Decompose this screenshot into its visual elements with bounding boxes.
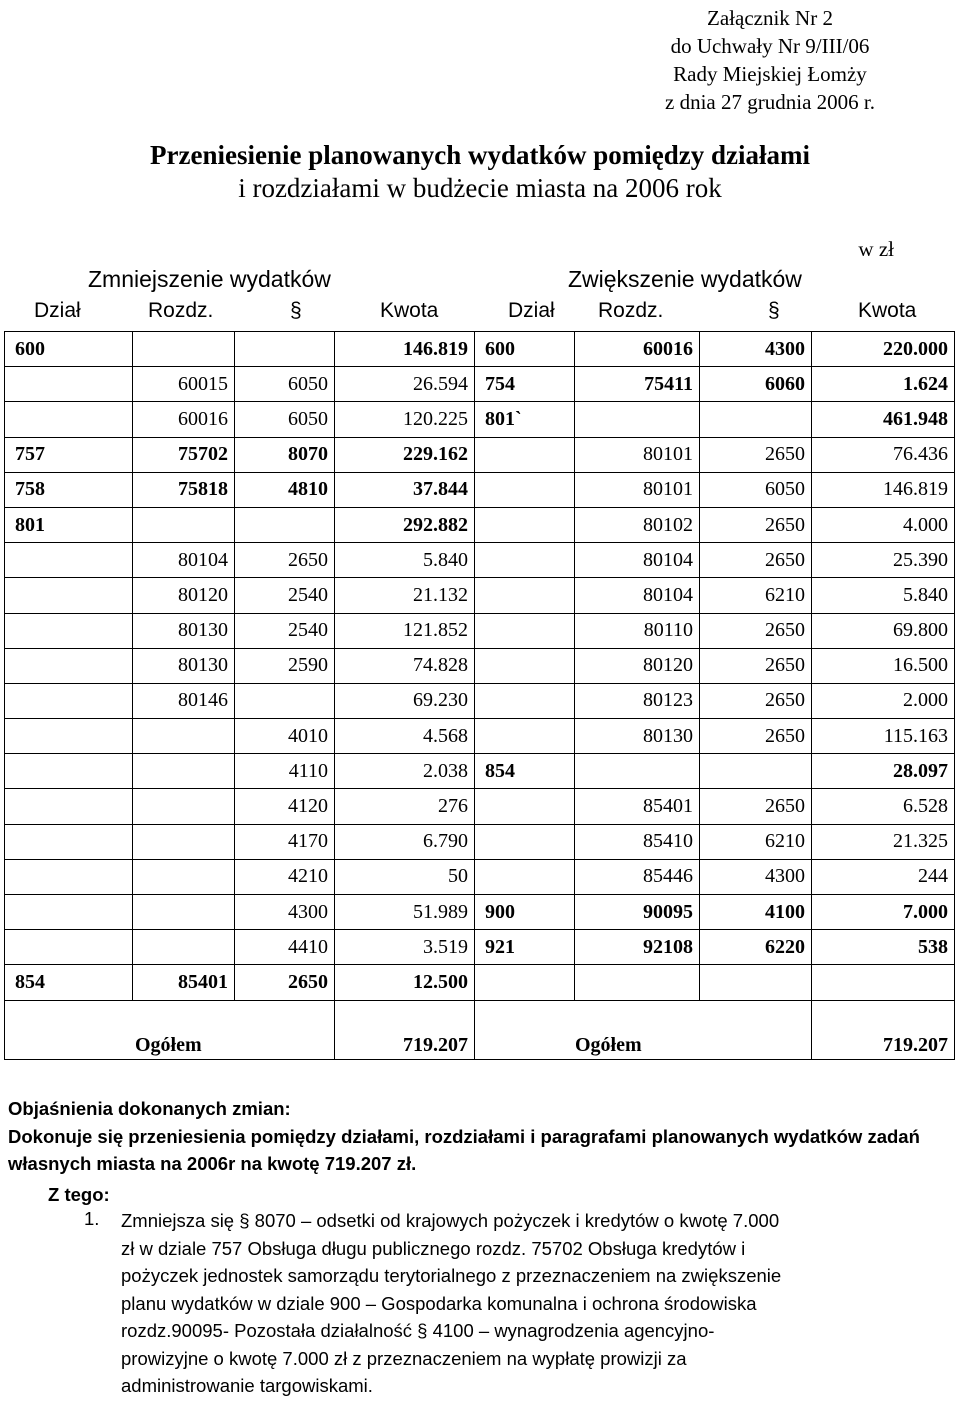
list-number: 1. [84, 1208, 100, 1229]
table-cell [133, 930, 235, 965]
item-line: rozdz.90095- Pozostała działalność § 4100 – wynagrodzenia agencyjno- [121, 1320, 715, 1341]
table-cell: 80130 [133, 648, 235, 683]
table-row [5, 719, 955, 754]
table-cell [5, 683, 133, 718]
table-cell: 85401 [133, 965, 235, 1000]
table-cell: 2650 [235, 965, 335, 1000]
table-cell [133, 859, 235, 894]
table-cell: 85446 [575, 859, 700, 894]
table-cell: 2650 [700, 789, 812, 824]
table-row [5, 437, 955, 472]
table-cell: 4210 [235, 859, 335, 894]
table-cell [133, 507, 235, 542]
table-cell: 3.519 [335, 930, 475, 965]
table-cell [700, 754, 812, 789]
item-line: zł w dziale 757 Obsługa długu publicznego rozdz. 75702 Obsługa kredytów i [121, 1237, 746, 1259]
table-cell: 28.097 [812, 754, 955, 789]
budget-table [4, 331, 955, 1060]
table-cell: 80101 [575, 472, 700, 507]
table-cell: 120.225 [335, 402, 475, 437]
header-line: do Uchwały Nr 9/III/06 [670, 34, 870, 58]
table-cell: 600 [5, 332, 133, 367]
table-cell: 4.568 [335, 719, 475, 754]
total-value-left: 719.207 [335, 1000, 475, 1059]
table-cell: 4100 [700, 895, 812, 930]
explanation-item [121, 1207, 951, 1400]
table-cell [235, 507, 335, 542]
table-row [5, 930, 955, 965]
table-cell: 276 [335, 789, 475, 824]
table-cell: 4.000 [812, 507, 955, 542]
item-line: administrowanie targowiskami. [121, 1375, 373, 1396]
table-cell [5, 895, 133, 930]
table-cell [5, 719, 133, 754]
table-cell [475, 824, 575, 859]
table-cell: 75818 [133, 472, 235, 507]
table-cell: 60016 [575, 332, 700, 367]
table-cell: 2.000 [812, 683, 955, 718]
table-cell: 16.500 [812, 648, 955, 683]
table-cell: 2650 [235, 543, 335, 578]
table-cell [475, 472, 575, 507]
table-cell: 2590 [235, 648, 335, 683]
table-cell [475, 965, 575, 1000]
table-cell: 4300 [700, 332, 812, 367]
table-cell [5, 824, 133, 859]
col-header-kwota: Kwota [380, 299, 439, 322]
table-row [5, 578, 955, 613]
decrease-group-header: Zmniejszenie wydatków [88, 266, 331, 292]
table-cell: 80104 [575, 543, 700, 578]
table-row [5, 332, 955, 367]
table-cell [133, 332, 235, 367]
table-cell [5, 648, 133, 683]
table-cell [475, 683, 575, 718]
table-row [5, 543, 955, 578]
table-cell: 6050 [235, 402, 335, 437]
table-cell: 538 [812, 930, 955, 965]
table-cell: 80146 [133, 683, 235, 718]
table-cell [475, 543, 575, 578]
table-cell: 60015 [133, 367, 235, 402]
table-cell: 75702 [133, 437, 235, 472]
table-cell: 461.948 [812, 402, 955, 437]
table-cell: 69.800 [812, 613, 955, 648]
table-cell: 80102 [575, 507, 700, 542]
table-cell: 74.828 [335, 648, 475, 683]
table-cell: 758 [5, 472, 133, 507]
table-cell: 80104 [133, 543, 235, 578]
table-cell: 6220 [700, 930, 812, 965]
table-cell: 121.852 [335, 613, 475, 648]
table-cell: 921 [475, 930, 575, 965]
table-row [5, 965, 955, 1000]
table-cell: 2650 [700, 683, 812, 718]
table-cell: 2650 [700, 437, 812, 472]
table-cell: 4810 [235, 472, 335, 507]
table-cell: 244 [812, 859, 955, 894]
table-cell: 4170 [235, 824, 335, 859]
item-line: prowizyjne o kwotę 7.000 zł z przeznaczeniem na wypłatę prowizji za [121, 1347, 687, 1369]
table-cell: 6210 [700, 824, 812, 859]
table-cell: 69.230 [335, 683, 475, 718]
table-cell: 6050 [700, 472, 812, 507]
total-label-left: Ogółem [5, 1000, 335, 1059]
table-cell [575, 754, 700, 789]
table-cell: 85410 [575, 824, 700, 859]
table-cell [475, 719, 575, 754]
table-cell: 146.819 [812, 472, 955, 507]
table-row [5, 648, 955, 683]
table-cell [133, 789, 235, 824]
table-cell: 6060 [700, 367, 812, 402]
table-cell [475, 578, 575, 613]
table-cell: 4110 [235, 754, 335, 789]
table-row [5, 683, 955, 718]
table-cell: 80110 [575, 613, 700, 648]
table-cell [133, 754, 235, 789]
table-cell [133, 895, 235, 930]
table-row [5, 402, 955, 437]
table-cell: 80120 [575, 648, 700, 683]
table-row [5, 859, 955, 894]
table-cell [235, 332, 335, 367]
table-cell: 25.390 [812, 543, 955, 578]
table-cell: 21.325 [812, 824, 955, 859]
table-row [5, 789, 955, 824]
explanation-intro: Dokonuje się przeniesienia pomiędzy działami, rozdziałami i paragrafami planowanych wydatków zadań własnych miasta na 2006r na kwotę 719.207 zł. [8, 1126, 920, 1174]
table-cell: 1.624 [812, 367, 955, 402]
table-cell: 146.819 [335, 332, 475, 367]
table-cell: 51.989 [335, 895, 475, 930]
table-cell: 754 [475, 367, 575, 402]
total-label-right: Ogółem [475, 1000, 812, 1059]
table-cell: 2650 [700, 507, 812, 542]
table-cell [475, 613, 575, 648]
table-cell: 2.038 [335, 754, 475, 789]
table-cell: 6.528 [812, 789, 955, 824]
table-cell: 6050 [235, 367, 335, 402]
table-cell: 26.594 [335, 367, 475, 402]
table-cell [5, 754, 133, 789]
table-cell: 854 [5, 965, 133, 1000]
table-cell [5, 367, 133, 402]
table-row [5, 472, 955, 507]
table-cell: 80104 [575, 578, 700, 613]
attachment-header [590, 4, 950, 116]
table-cell [5, 543, 133, 578]
table-cell: 854 [475, 754, 575, 789]
table-cell: 80120 [133, 578, 235, 613]
table-cell: 60016 [133, 402, 235, 437]
table-cell: 6.790 [335, 824, 475, 859]
table-cell [700, 965, 812, 1000]
table-cell [5, 789, 133, 824]
table-cell: 76.436 [812, 437, 955, 472]
table-cell: 75411 [575, 367, 700, 402]
table-cell: 4010 [235, 719, 335, 754]
table-cell: 757 [5, 437, 133, 472]
item-line: pożyczek jednostek samorządu terytorialnego z przeznaczeniem na zwiększenie [121, 1265, 782, 1286]
table-cell [700, 402, 812, 437]
table-cell [575, 402, 700, 437]
table-cell: 12.500 [335, 965, 475, 1000]
table-cell: 80130 [133, 613, 235, 648]
table-cell: 900 [475, 895, 575, 930]
table-cell [475, 789, 575, 824]
table-cell: 80130 [575, 719, 700, 754]
table-cell [5, 930, 133, 965]
table-row [5, 824, 955, 859]
col-header-dzial: Dział [34, 299, 81, 322]
col-header-dzial-2: Dział [508, 299, 555, 322]
col-header-rozdz-2: Rozdz. [598, 299, 664, 322]
table-row [5, 367, 955, 402]
table-cell [812, 965, 955, 1000]
table-cell: 4410 [235, 930, 335, 965]
table-cell: 801 [5, 507, 133, 542]
table-cell: 2540 [235, 613, 335, 648]
table-cell [5, 613, 133, 648]
col-header-paragraph: § [290, 299, 302, 322]
table-cell [5, 578, 133, 613]
table-cell: 4300 [235, 895, 335, 930]
increase-group-header: Zwiększenie wydatków [568, 266, 802, 292]
table-row [5, 895, 955, 930]
table-cell: 80101 [575, 437, 700, 472]
table-cell: 801` [475, 402, 575, 437]
table-cell [475, 507, 575, 542]
table-row [5, 507, 955, 542]
table-cell [575, 965, 700, 1000]
table-cell: 2650 [700, 613, 812, 648]
unit-label: w zł [858, 237, 894, 261]
total-value-right: 719.207 [812, 1000, 955, 1059]
col-header-paragraph-2: § [768, 299, 780, 322]
col-header-rozdz: Rozdz. [148, 299, 214, 322]
explanation-heading: Objaśnienia dokonanych zmian: [8, 1098, 291, 1119]
table-cell [133, 824, 235, 859]
table-cell: 220.000 [812, 332, 955, 367]
totals-row [5, 1000, 955, 1059]
table-cell: 2650 [700, 648, 812, 683]
table-cell: 8070 [235, 437, 335, 472]
table-row [5, 754, 955, 789]
col-header-kwota-2: Kwota [858, 299, 917, 322]
table-row [5, 613, 955, 648]
table-cell: 6210 [700, 578, 812, 613]
item-line: Zmniejsza się § 8070 – odsetki od krajowych pożyczek i kredytów o kwotę 7.000 [121, 1210, 780, 1231]
item-line: planu wydatków w dziale 900 – Gospodarka komunalna i ochrona środowiska [121, 1292, 757, 1314]
table-cell [475, 859, 575, 894]
page-title: Przeniesienie planowanych wydatków pomiędzy działami [150, 140, 810, 170]
page-subtitle: i rozdziałami w budżecie miasta na 2006 rok [238, 173, 722, 203]
table-cell: 37.844 [335, 472, 475, 507]
table-cell: 4300 [700, 859, 812, 894]
table-cell: 600 [475, 332, 575, 367]
table-cell [5, 402, 133, 437]
header-line: Załącznik Nr 2 [707, 6, 833, 30]
z-tego-label: Z tego: [48, 1184, 110, 1205]
header-line: Rady Miejskiej Łomży [673, 62, 867, 86]
table-cell [133, 719, 235, 754]
table-cell: 50 [335, 859, 475, 894]
table-cell: 80123 [575, 683, 700, 718]
table-cell: 21.132 [335, 578, 475, 613]
table-cell: 292.882 [335, 507, 475, 542]
header-line: z dnia 27 grudnia 2006 r. [665, 90, 875, 114]
table-cell: 2650 [700, 543, 812, 578]
table-cell: 4120 [235, 789, 335, 824]
table-cell: 85401 [575, 789, 700, 824]
table-cell: 2650 [700, 719, 812, 754]
table-cell: 229.162 [335, 437, 475, 472]
table-cell: 92108 [575, 930, 700, 965]
table-cell: 7.000 [812, 895, 955, 930]
table-cell [475, 648, 575, 683]
table-cell [235, 683, 335, 718]
table-cell: 5.840 [335, 543, 475, 578]
table-cell: 115.163 [812, 719, 955, 754]
table-cell: 2540 [235, 578, 335, 613]
table-cell [5, 859, 133, 894]
table-cell [475, 437, 575, 472]
table-cell: 90095 [575, 895, 700, 930]
table-cell: 5.840 [812, 578, 955, 613]
